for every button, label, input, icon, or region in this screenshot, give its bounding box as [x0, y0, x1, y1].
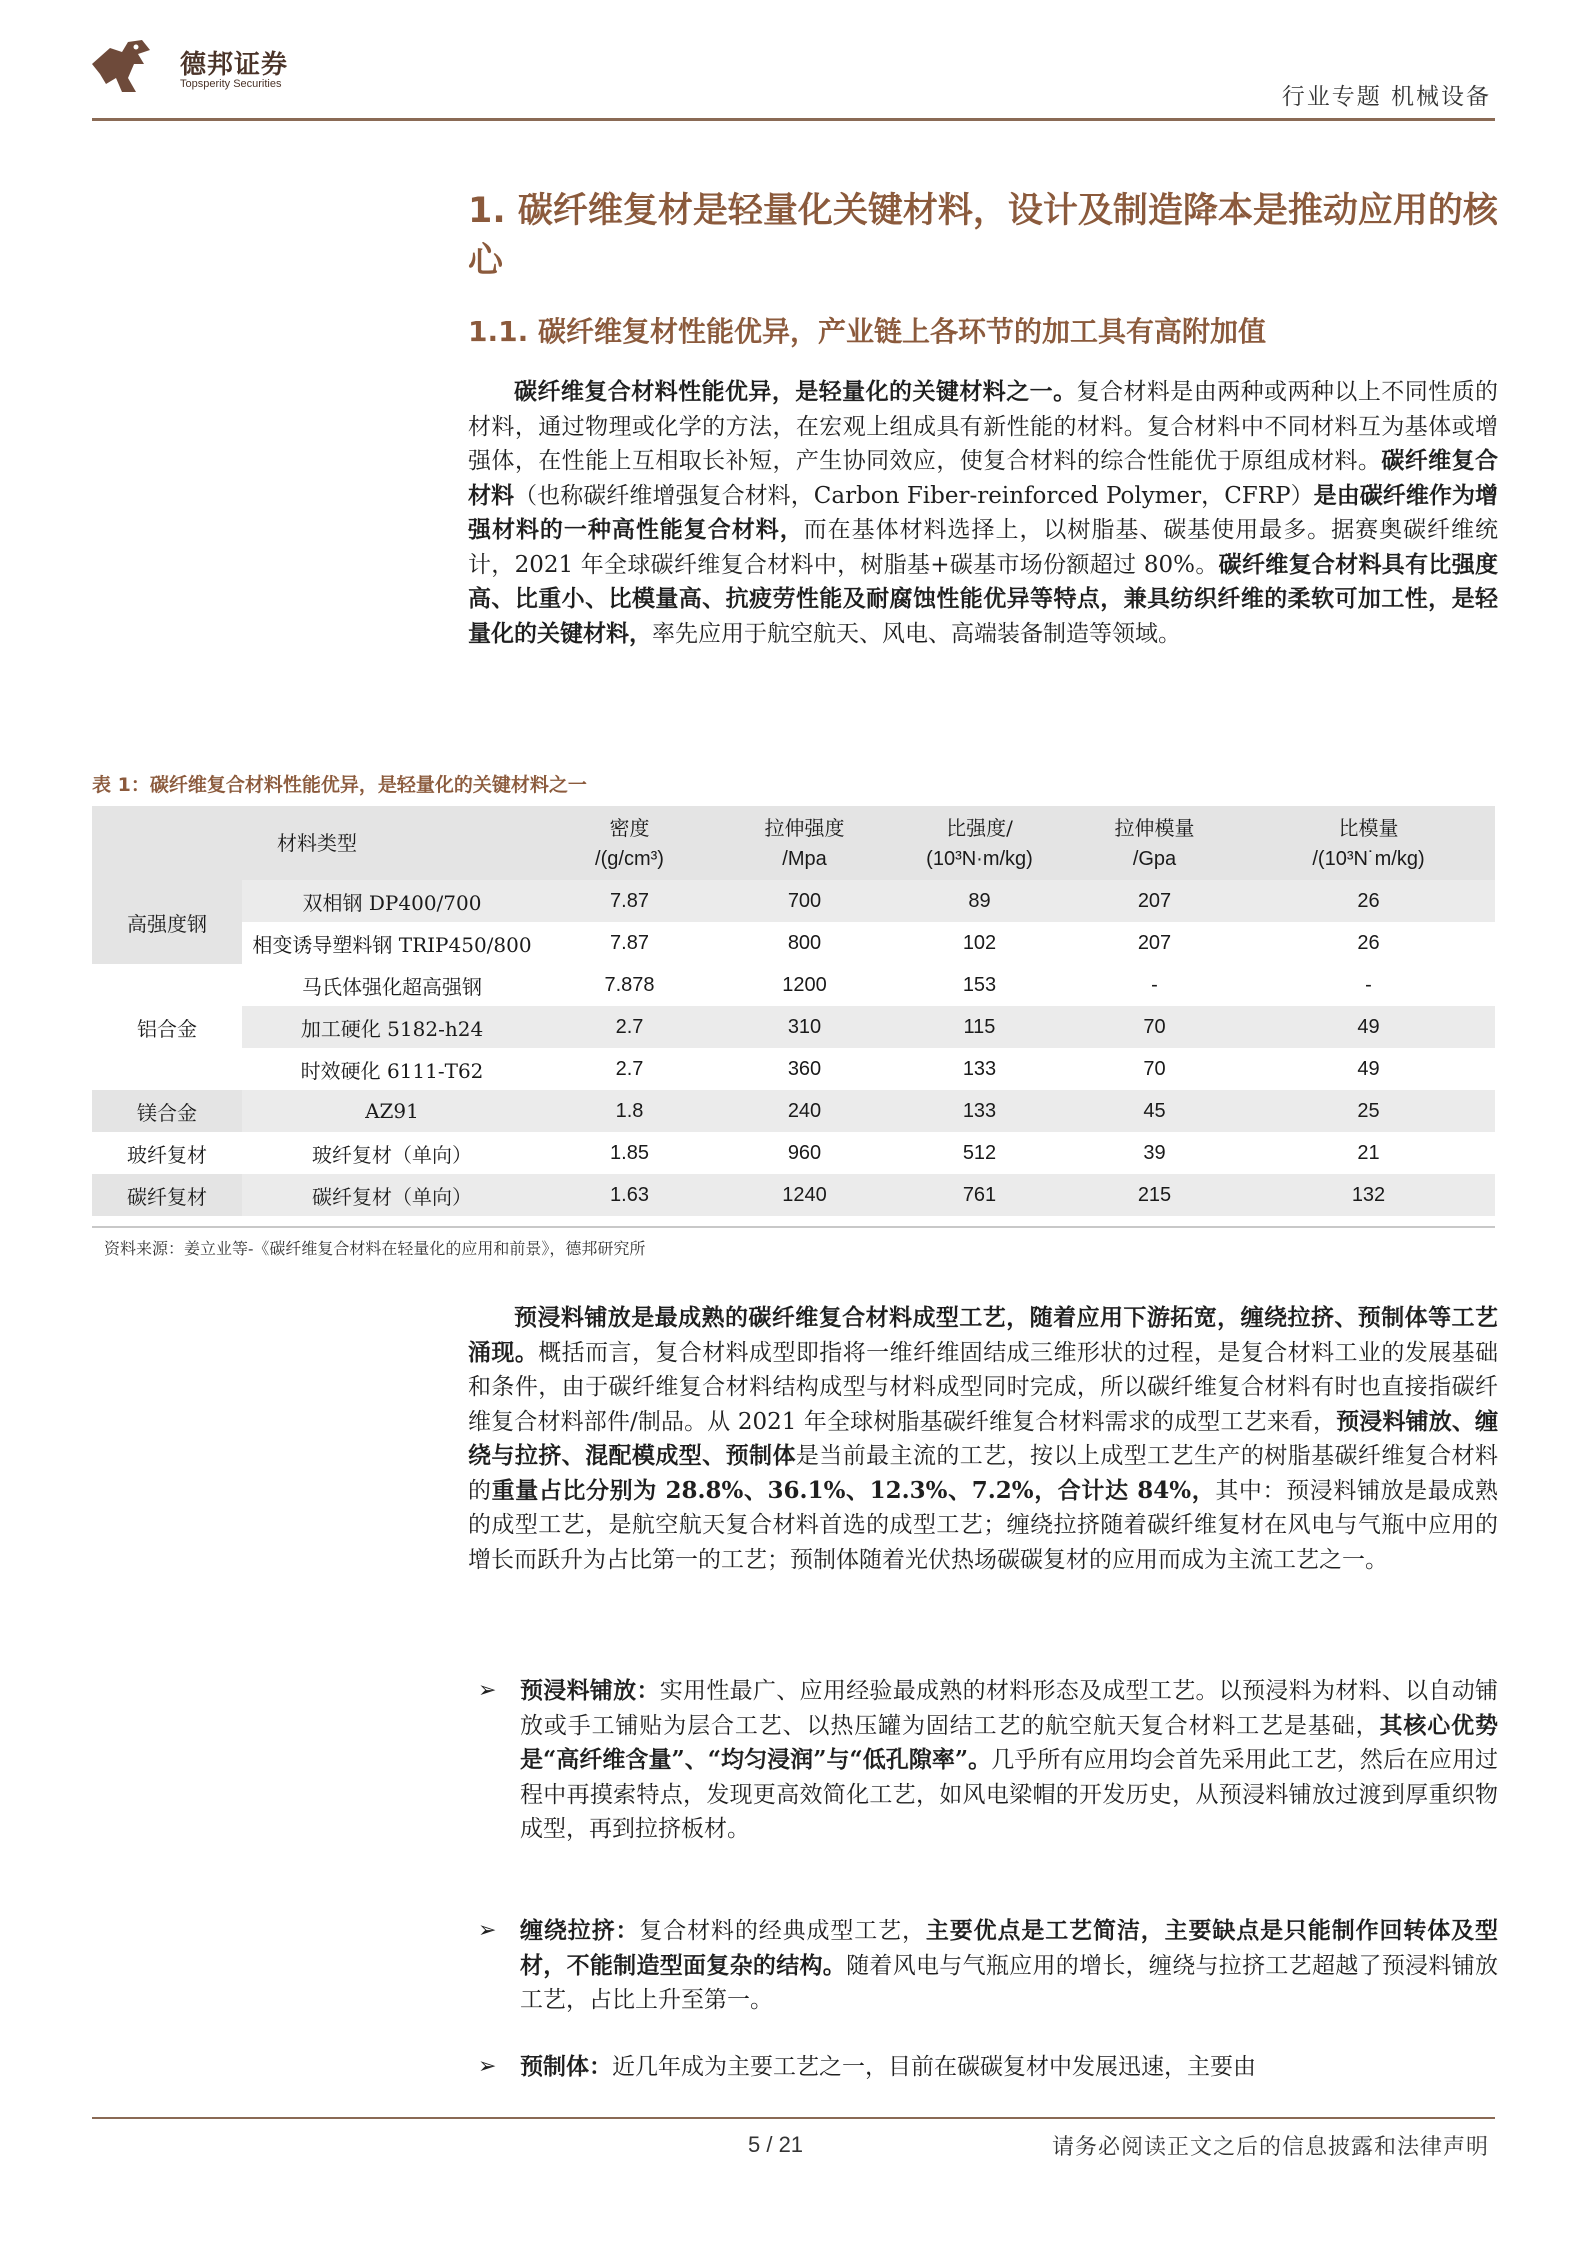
modulus-cell: -: [1151, 973, 1158, 996]
spec-strength-cell: 89: [892, 880, 1067, 922]
group-cell: 高强度钢: [92, 880, 242, 964]
tensile-cell: 360: [787, 1057, 822, 1080]
bullet-run: 预浸料铺放：: [520, 1677, 660, 1704]
modulus-cell: 45: [1067, 1090, 1242, 1132]
intro-paragraph: [468, 375, 1498, 651]
p2-run: 概括而言，复合材料成型即指将一维纤维固结成三维形状的过程，是复合材料工业的发展基础和条件，由于碳纤维复合材料结构成型与材料成型同时完成，所以碳纤维复合材料有时也直接指碳纤维复合材料部件/制品。从 2021 年全球树脂基碳纤维复合材料需求的成型工艺来看，: [468, 1339, 1499, 1435]
modulus-cell: 39: [1143, 1141, 1166, 1164]
arrow-bullet-icon: ➢: [478, 1918, 497, 1943]
header-modulus: 拉伸模量 /Gpa: [1067, 806, 1242, 880]
subsection-heading: 1.1. 碳纤维复材性能优异，产业链上各环节的加工具有高附加值: [468, 315, 1266, 348]
type-cell: AZ91: [242, 1090, 542, 1132]
density-cell: 7.87: [610, 931, 649, 954]
p2-run: 重量占比分别为 28.8%、36.1%、12.3%、7.2%，合计达 84%，: [491, 1476, 1216, 1504]
group-cell: 玻纤复材: [127, 1142, 207, 1167]
spec-modulus-cell: 26: [1242, 880, 1495, 922]
table-row: [92, 1006, 1495, 1048]
bullet-run: 几乎所有应用均会首先采用此工艺，然后在应用过程中再摸索特点，发现更高效简化工艺，如风电梁帽的开发历史，从预浸料铺放过渡到厚重织物成型，再到拉挤板材。: [520, 1747, 1498, 1842]
header-rule: [92, 118, 1495, 121]
spec-modulus-cell: 26: [1357, 931, 1380, 954]
density-cell: 1.63: [542, 1174, 717, 1216]
footer-disclaimer: 请务必阅读正文之后的信息披露和法律声明: [1051, 2135, 1489, 2160]
header-category: 行业专题 机械设备: [1281, 84, 1491, 110]
table-row: [92, 1132, 1495, 1174]
bullet-prepreg: [478, 1674, 1499, 1847]
bullet-run: 主要优点是工艺简洁，主要缺点是只能制作回转体及型材，不能制造型面复杂的结构。: [520, 1917, 1498, 1979]
density-cell: 1.85: [610, 1141, 649, 1164]
header-density: 密度 /(g/cm³): [542, 806, 717, 880]
spec-modulus-cell: 49: [1242, 1006, 1495, 1048]
spec-modulus-cell: 49: [1357, 1057, 1380, 1080]
arrow-bullet-icon: ➢: [478, 1678, 497, 1703]
spec-strength-cell: 115: [892, 1006, 1067, 1048]
p1-run: 碳纤维复合材料具有比强度高、比重小、比模量高、抗疲劳性能及耐腐蚀性能优异等特点，兼具纺织纤维的柔软可加工性，是轻量化的关键材料，: [468, 550, 1498, 647]
modulus-cell: 70: [1143, 1057, 1166, 1080]
tensile-cell: 1200: [782, 973, 827, 996]
company-logo-icon: [88, 34, 154, 96]
spec-strength-cell: 153: [962, 973, 997, 996]
table-row: [92, 1174, 1495, 1216]
spec-modulus-cell: 25: [1242, 1090, 1495, 1132]
bullet-run: 预制体：: [520, 2053, 612, 2080]
type-cell: 加工硬化 5182-h24: [242, 1006, 542, 1048]
p1-run: 率先应用于航空航天、风电、高端装备制造等领域。: [652, 620, 1181, 647]
type-cell: 马氏体强化超高强钢: [302, 974, 482, 999]
header-material: 材料类型: [92, 806, 542, 880]
modulus-cell: 215: [1067, 1174, 1242, 1216]
spec-modulus-cell: -: [1365, 973, 1372, 996]
modulus-cell: 207: [1137, 931, 1172, 954]
density-cell: 1.8: [542, 1090, 717, 1132]
table-row: [92, 880, 1495, 922]
group-cell: 铝合金: [137, 1016, 197, 1041]
header-tensile: 拉伸强度 /Mpa: [717, 806, 892, 880]
p2-run: 是当前最主流的工艺，按以上成型工艺生产的树脂基碳纤维复合材料的: [468, 1443, 1499, 1504]
table-caption: 表 1：碳纤维复合材料性能优异，是轻量化的关键材料之一: [92, 774, 587, 796]
p1-run: （也称碳纤维增强复合材料，Carbon Fiber-reinforced Polymer，CFRP）: [514, 482, 1314, 509]
table-row: [92, 1048, 1495, 1090]
type-cell: 玻纤复材（单向）: [312, 1142, 472, 1167]
density-cell: 7.878: [604, 973, 655, 996]
page-number: 5 / 21: [748, 2132, 804, 2157]
logo-chinese-name: 德邦证券: [180, 50, 289, 80]
type-cell: 双相钢 DP400/700: [242, 880, 542, 922]
p1-run: 复合材料是由两种或两种以上不同性质的材料，通过物理或化学的方法，在宏观上组成具有新性能的材料。复合材料中不同材料互为基体或增强体，在性能上互相取长补短，产生协同效应，使复合材料的综合性能优于原组成材料。: [468, 379, 1499, 474]
spec-strength-cell: 512: [962, 1141, 997, 1164]
bullet-run: 其核心优势是“高纤维含量”、“均匀浸润”与“低孔隙率”。: [520, 1711, 1498, 1773]
bullet-run: 复合材料的经典成型工艺，: [639, 1918, 926, 1944]
table-source: 资料来源：姜立业等-《碳纤维复合材料在轻量化的应用和前景》，德邦研究所: [104, 1239, 646, 1258]
table-row: [92, 964, 1495, 1006]
bullet-run: 缠绕拉挤：: [520, 1917, 640, 1944]
modulus-cell: 70: [1067, 1006, 1242, 1048]
density-cell: 2.7: [615, 1057, 644, 1080]
tensile-cell: 700: [717, 880, 892, 922]
bullet-preform: [478, 2050, 1498, 2085]
spec-strength-cell: 761: [892, 1174, 1067, 1216]
company-logo: [88, 34, 308, 96]
bullet-run: 随着风电与气瓶应用的增长，缠绕与拉挤工艺超越了预浸料铺放工艺，占比上升至第一。: [520, 1952, 1499, 2013]
p1-run: 碳纤维复合材料: [468, 447, 1499, 509]
density-cell: 2.7: [542, 1006, 717, 1048]
density-cell: 7.87: [542, 880, 717, 922]
group-cell: 镁合金: [92, 1090, 242, 1132]
bullet-run: 近几年成为主要工艺之一，目前在碳碳复材中发展迅速，主要由: [612, 2054, 1256, 2080]
tensile-cell: 240: [717, 1090, 892, 1132]
spec-strength-cell: 133: [892, 1090, 1067, 1132]
tensile-cell: 800: [787, 931, 822, 954]
spec-strength-cell: 133: [962, 1057, 997, 1080]
p2-run: 预浸料铺放是最成熟的碳纤维复合材料成型工艺，随着应用下游拓宽，缠绕拉挤、预制体等工艺涌现。: [468, 1304, 1498, 1366]
tensile-cell: 1240: [717, 1174, 892, 1216]
table-row: [92, 922, 1495, 964]
p1-run: 而在基体材料选择上，以树脂基、碳基使用最多。据赛奥碳纤维统计，2021 年全球碳纤维复合材料中，树脂基+碳基市场份额超过 80%。: [468, 517, 1499, 578]
material-properties-table: [92, 806, 1495, 1216]
tensile-cell: 960: [787, 1141, 822, 1164]
modulus-cell: 207: [1067, 880, 1242, 922]
type-cell: 时效硬化 6111-T62: [300, 1058, 484, 1083]
table-row: [92, 1090, 1495, 1132]
type-cell: 碳纤复材（单向）: [242, 1174, 542, 1216]
p2-run: 预浸料铺放、缠绕与拉挤、混配模成型、预制体: [468, 1407, 1499, 1469]
type-cell: 相变诱导塑料钢 TRIP450/800: [252, 932, 532, 957]
bullet-winding-pultrusion: [478, 1914, 1499, 2018]
spec-strength-cell: 102: [962, 931, 997, 954]
p2-run: 其中：预浸料铺放是最成熟的成型工艺，是航空航天复合材料首选的成型工艺；缠绕拉挤随着碳纤维复材在风电与气瓶中应用的增长而跃升为占比第一的工艺；预制体随着光伏热场碳碳复材的应用而成为主流工艺之一。: [468, 1477, 1499, 1573]
arrow-bullet-icon: ➢: [478, 2054, 497, 2079]
process-paragraph: [468, 1301, 1498, 1577]
header-specific-modulus: 比模量 /(10³N˙m/kg): [1242, 806, 1495, 880]
spec-modulus-cell: 132: [1242, 1174, 1495, 1216]
p1-run: 是由碳纤维作为增强材料的一种高性能复合材料，: [468, 481, 1499, 543]
tensile-cell: 310: [717, 1006, 892, 1048]
section-heading: 1. 碳纤维复材是轻量化关键材料，设计及制造降本是推动应用的核心: [468, 191, 1498, 281]
header-specific-strength: 比强度/ (10³N·m/kg): [892, 806, 1067, 880]
p1-run: 碳纤维复合材料性能优异，是轻量化的关键材料之一。: [514, 378, 1077, 405]
table-bottom-rule: [92, 1226, 1495, 1228]
table-header-row: [92, 806, 1495, 880]
spec-modulus-cell: 21: [1357, 1141, 1380, 1164]
bullet-run: 实用性最广、应用经验最成熟的材料形态及成型工艺。以预浸料为材料、以自动铺放或手工铺贴为层合工艺、以热压罐为固结工艺的航空航天复合材料工艺是基础，: [520, 1678, 1499, 1739]
group-cell: 碳纤复材: [92, 1174, 242, 1216]
logo-english-name: Topsperity Securities: [180, 78, 282, 90]
footer-rule: [92, 2117, 1495, 2119]
